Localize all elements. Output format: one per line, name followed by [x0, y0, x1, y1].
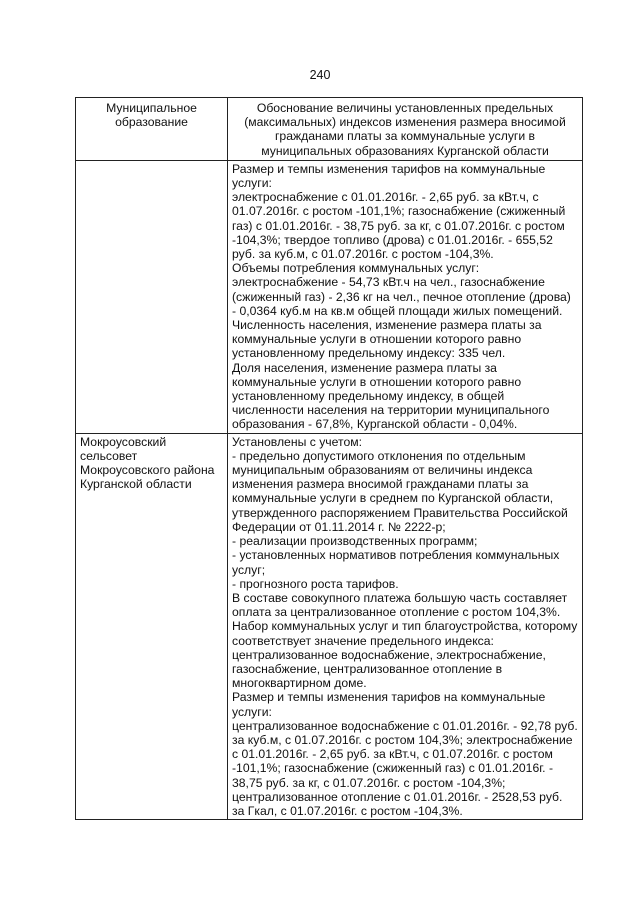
table-header-row — [76, 98, 583, 161]
justification-cell — [228, 433, 583, 819]
page-number: 240 — [309, 68, 331, 82]
paragraph: - установленных нормативов потребления коммунальных услуг; — [232, 548, 560, 577]
paragraph: электроснабжение - 54,73 кВт.ч на чел., газоснабжение (сжиженный газ) - 2,36 кг на чел., печное отопление (дрова) - 0,0364 куб.м на кв.м общей площади жилых помещений. — [232, 275, 571, 318]
paragraph: - реализации производственных программ; — [232, 534, 478, 549]
paragraph: Размер и темпы изменения тарифов на коммунальные услуги: — [232, 161, 546, 191]
paragraph: Набор коммунальных услуг и тип благоустройства, которому соответствует значение предельного индекса: централизованное водоснабжение, электроснабжение, газоснабжение, централизованное отопление в многоквартирном доме. — [232, 619, 578, 691]
paragraph: - прогнозного роста тарифов. — [232, 576, 399, 591]
paragraph: Установлены с учетом: — [232, 434, 362, 449]
table-row — [76, 433, 583, 819]
header-municipality: Муниципальное образование — [76, 98, 228, 161]
header-justification: Обоснование величины установленных предельных (максимальных) индексов изменения размера вносимой гражданами платы за коммунальные услуги в муниципальных образованиях Курганской области — [228, 98, 583, 161]
justification-cell — [228, 160, 583, 433]
paragraph: В составе совокупного платежа большую часть составляет оплата за централизованное отопление с ростом 104,3%. — [232, 590, 568, 620]
paragraph: Численность населения, изменение размера платы за коммунальные услуги в отношении которого равно установленному предельному индексу: 335 чел. — [232, 318, 542, 361]
paragraph: Размер и темпы изменения тарифов на коммунальные услуги: — [232, 690, 546, 719]
tariff-justification-table — [75, 97, 583, 820]
paragraph: централизованное водоснабжение с 01.01.2016г. - 92,78 руб. за куб.м, с 01.07.2016г. с ростом 104,3%; электроснабжение с 01.01.2016г. - 2,65 руб. за кВт.ч, с 01.07.2016г. с ростом -101,1%; газоснабжение (сжиженный газ) с 01.01.2016г. - 38,75 руб. за кг, с 01.07.2016г. с ростом -104,3%; централизованное отопление с 01.01.2016г. - 2528,53 руб. за Гкал, с 01.07.2016г. с ростом -104,3%. — [232, 718, 578, 818]
paragraph: - предельно допустимого отклонения по отдельным муниципальным образованиям от величины индекса изменения размера вносимой гражданами платы за коммунальные услуги в среднем по Курганской области, утвержденного распоряжением Правительства Российской Федерации от 01.11.2014 г. № 2222-р; — [232, 448, 568, 534]
paragraph: электроснабжение с 01.01.2016г. - 2,65 руб. за кВт.ч, с 01.07.2016г. с ростом -101,1%; газоснабжение (сжиженный газ) с 01.01.2016г. - 38,75 руб. за кг, с 01.07.2016г. с ростом -104,3%; твердое топливо (дрова) с 01.01.2016г. - 655,52 руб. за куб.м, с 01.07.2016г. с ростом -104,3%. — [232, 190, 566, 262]
municipality-cell — [76, 160, 228, 433]
paragraph: Доля населения, изменение размера платы за коммунальные услуги в отношении которого равно установленному предельному индексу, в общей численности населения на территории муниципального образования - 67,8%, Курганской области - 0,04%. — [232, 360, 550, 432]
paragraph: Объемы потребления коммунальных услуг: — [232, 261, 480, 276]
municipality-cell: Мокроусовский сельсовет Мокроусовского района Курганской области — [76, 433, 228, 819]
table-row — [76, 160, 583, 433]
